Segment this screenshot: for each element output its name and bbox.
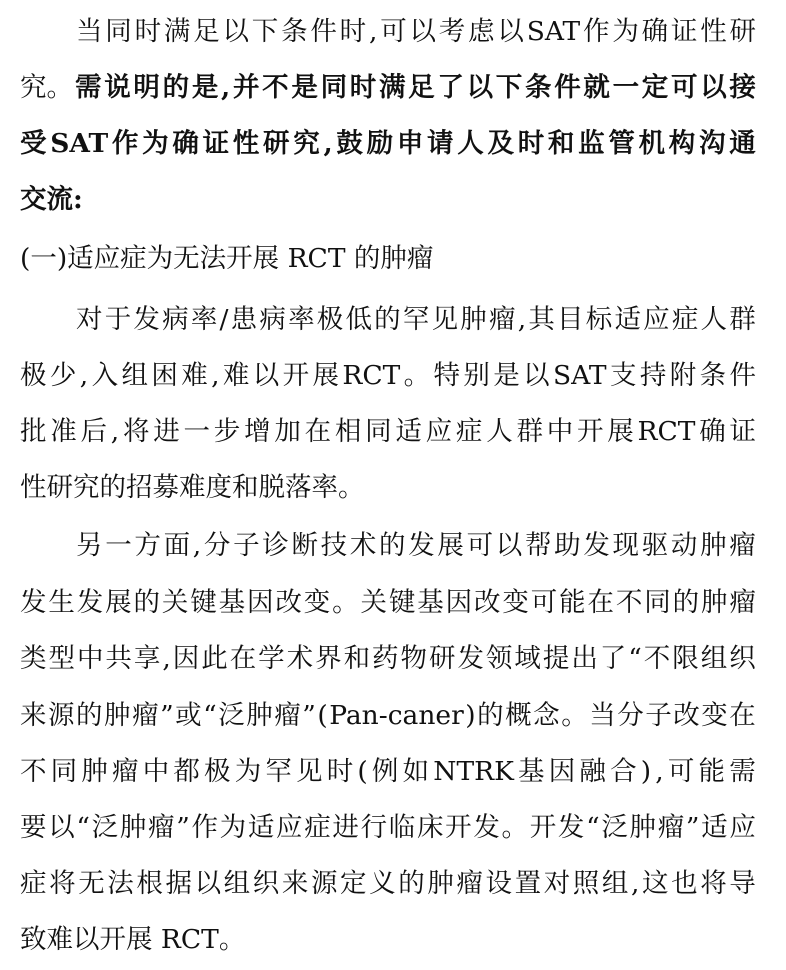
paragraph-2-end: 性研究的招募难度和脱落率。 xyxy=(20,472,365,503)
paragraph-3-line-2: 发 生 发 展 的 关 键 基 因 改 变 。 关 键 基 因 改 变 可 能 在 不 同 的 肿 瘤 xyxy=(20,587,756,618)
paragraph-3-line-8 xyxy=(20,918,756,962)
paragraph-3-line-1: 另 一 方 面 , 分 子 诊 断 技 术 的 发 展 可 以 帮 助 发 现 驱 动 肿 瘤 xyxy=(76,530,756,561)
paragraph-2-line-3: 批 准 后 , 将 进 一 步 增 加 在 相 同 适 应 症 人 群 中 开 展 RCT 确 证 xyxy=(20,416,756,447)
section-heading-1 xyxy=(20,237,433,281)
paragraph-1-line-3: 受 SAT 作 为 确 证 性 研 究 , 鼓 励 申 请 人 及 时 和 监 管 机 构 沟 通 xyxy=(20,128,756,159)
paragraph-3-end: 致难以开展 RCT。 xyxy=(20,924,246,955)
paragraph-2-line-4 xyxy=(20,466,756,510)
paragraph-3-line-7: 症 将 无 法 根 据 以 组 织 来 源 定 义 的 肿 瘤 设 置 对 照 组 , 这 也 将 导 xyxy=(20,868,756,899)
paragraph-1-line-2 xyxy=(20,66,756,110)
paragraph-1-plain-text: 究。 xyxy=(20,72,73,103)
paragraph-1-line-4 xyxy=(20,178,756,222)
paragraph-1-bold-text: 需 说 明 的 是 , 并 不 是 同 时 满 足 了 以 下 条 件 就 一 定 可 以 接 xyxy=(75,72,756,103)
paragraph-3-line-3: 类 型 中 共 享 , 因 此 在 学 术 界 和 药 物 研 发 领 域 提 出 了 “ 不 限 组 织 xyxy=(20,643,756,674)
paragraph-2-line-1: 对 于 发 病 率 / 患 病 率 极 低 的 罕 见 肿 瘤 , 其 目 标 适 应 症 人 群 xyxy=(76,304,756,335)
paragraph-3-line-6: 要 以 “ 泛 肿 瘤 ” 作 为 适 应 症 进 行 临 床 开 发 。 开 发 “ 泛 肿 瘤 ” 适 应 xyxy=(20,812,756,843)
paragraph-3-line-5: 不 同 肿 瘤 中 都 极 为 罕 见 时 ( 例 如 NTRK 基 因 融 合 ) , 可 能 需 xyxy=(20,756,756,787)
paragraph-1-bold-end: 交流: xyxy=(20,184,83,215)
paragraph-1-line-1: 当 同 时 满 足 以 下 条 件 时 , 可 以 考 虑 以 SAT 作 为 确 证 性 研 xyxy=(76,16,756,47)
paragraph-2-line-2: 极 少 , 入 组 困 难 , 难 以 开 展 RCT 。 特 别 是 以 SAT 支 持 附 条 件 xyxy=(20,360,756,391)
paragraph-3-line-4: 来 源 的 肿 瘤 ” 或 “ 泛 肿 瘤 ” ( Pan-caner ) 的 概 念 。 当 分 子 改 变 在 xyxy=(20,700,756,731)
section-heading-text: (一)适应症为无法开展 RCT 的肿瘤 xyxy=(20,243,434,274)
